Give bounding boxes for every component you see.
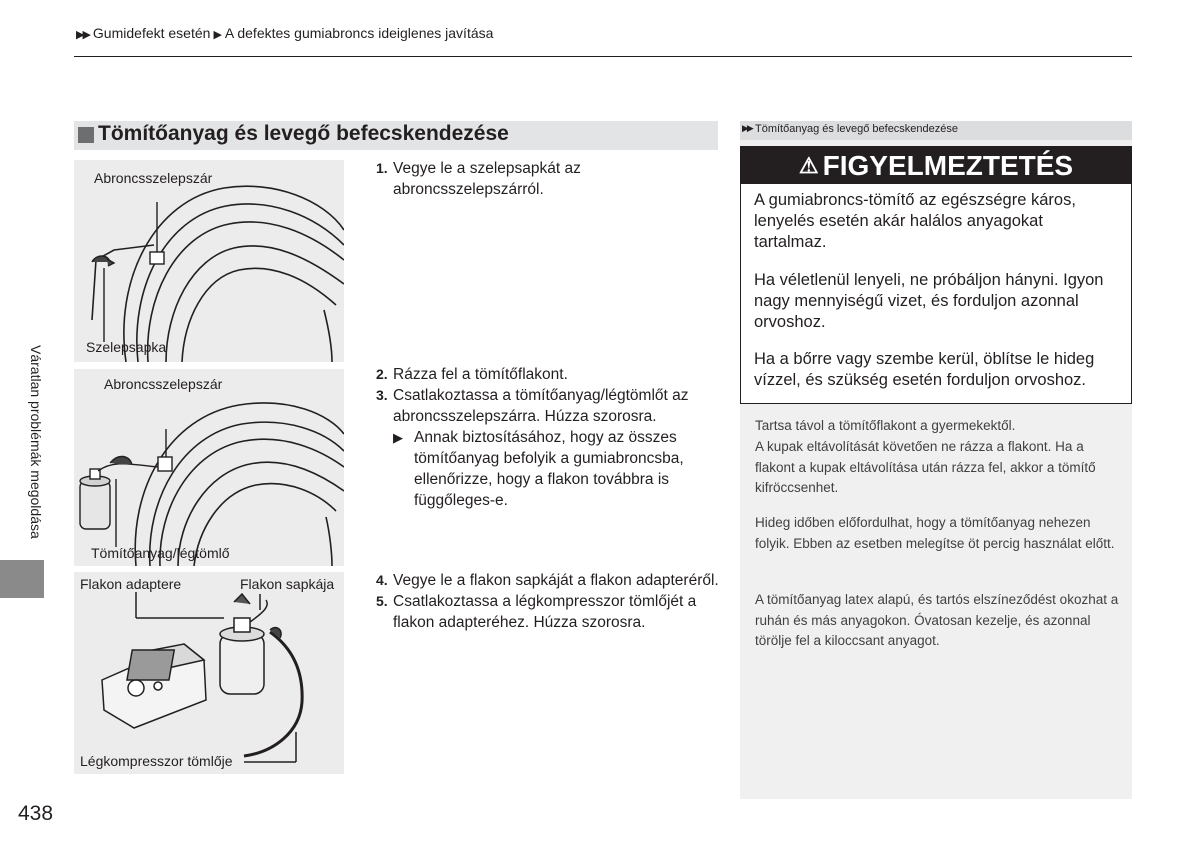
side-panel-header [740, 121, 1132, 140]
figure-label-bottle-cap: Flakon sapkája [240, 576, 335, 592]
step-text: Rázza fel a tömítőflakont. [393, 366, 568, 383]
figure-sealant-hose [74, 369, 344, 566]
note-paragraph-4: A tömítőanyag latex alapú, és tartós elszíneződést okozhat a ruhán és más anyagokon. Óvatosan kezelje, és azonnal törölje fel a kiloccsant anyagot. [755, 592, 1119, 648]
step-number: 1. [376, 160, 388, 176]
figure-compressor [74, 572, 344, 774]
triangle-icon: ▶ [393, 430, 403, 445]
steps-group-3 [376, 570, 721, 633]
tire-illustration-2 [74, 369, 344, 566]
warning-title: FIGYELMEZTETÉS [822, 150, 1074, 181]
page-number: 438 [18, 802, 54, 825]
steps-group-1 [376, 158, 721, 200]
step-number: 4. [376, 572, 388, 588]
breadcrumb [76, 25, 493, 41]
section-heading-bar [74, 121, 718, 150]
double-triangle-icon: ▶▶ [76, 29, 89, 41]
breadcrumb-level-2: A defektes gumiabroncs ideiglenes javítása [224, 25, 494, 41]
chapter-tab-marker [0, 560, 44, 598]
step-1 [376, 158, 721, 200]
breadcrumb-level-1: Gumidefekt esetén [92, 25, 211, 41]
compressor-illustration [74, 572, 344, 774]
figure-label-sealant-hose: Tömítőanyag/légtömlő [91, 545, 230, 561]
figure-label-valve-stem: Abroncsszelepszár [94, 170, 213, 186]
warning-box [740, 146, 1132, 404]
figure-label-valve-cap: Szelepsapka [86, 339, 167, 355]
steps-group-2 [376, 364, 721, 511]
figure-label-bottle-adapter: Flakon adaptere [80, 576, 182, 592]
figure-valve-cap [74, 160, 344, 362]
step-text: Csatlakoztassa a légkompresszor tömlőjét a flakon adapteréhez. Húzza szorosra. [393, 593, 697, 631]
side-panel-header-text: Tömítőanyag és levegő befecskendezése [755, 123, 959, 135]
note-paragraph-1: Tartsa távol a tömítőflakont a gyermekektől. [755, 418, 1016, 433]
warning-paragraph-2: Ha véletlenül lenyeli, ne próbáljon hányni. Igyon nagy mennyiségű vizet, és forduljon azonnal orvoshoz. [754, 271, 1104, 331]
step-4 [376, 570, 721, 591]
step-3-subnote [393, 427, 721, 511]
step-number: 5. [376, 593, 388, 609]
warning-paragraph-3: Ha a bőrre vagy szembe kerül, öblítse le hideg vízzel, és szükség esetén forduljon orvoshoz. [754, 350, 1095, 389]
double-triangle-icon: ▶▶ [742, 123, 752, 133]
figure-label-valve-stem-2: Abroncsszelepszár [104, 376, 223, 392]
tire-illustration-1 [74, 160, 344, 362]
step-number: 2. [376, 366, 388, 382]
triangle-icon: ▶ [213, 29, 222, 41]
step-number: 3. [376, 387, 388, 403]
step-2 [376, 364, 721, 385]
step-5 [376, 591, 721, 633]
section-square-icon [78, 127, 94, 143]
header-divider [74, 56, 1132, 57]
step-text: Vegye le a flakon sapkáját a flakon adapteréről. [393, 572, 719, 589]
warning-triangle-icon: ⚠ [798, 153, 819, 178]
step-3 [376, 385, 721, 511]
figure-label-compressor-hose: Légkompresszor tömlője [80, 753, 233, 769]
warning-paragraph-1: A gumiabroncs-tömítő az egészségre káros, lenyelés esetén akár halálos anyagokat tartalmaz. [754, 191, 1076, 251]
section-title: Tömítőanyag és levegő befecskendezése [98, 122, 509, 145]
chapter-side-label: Váratlan problémák megoldása [28, 345, 44, 539]
step-text: Csatlakoztassa a tömítőanyag/légtömlőt az abroncsszelepszárra. Húzza szorosra. [393, 387, 689, 425]
warning-title-bar [741, 147, 1131, 184]
note-paragraph-2: A kupak eltávolítását követően ne rázza a flakont. Ha a flakont a kupak eltávolítása után rázza fel, akkor a tömítő kifröccsenhet. [755, 439, 1096, 495]
step-text: Vegye le a szelepsapkát az abroncsszelepszárról. [393, 160, 581, 198]
note-paragraph-3: Hideg időben előfordulhat, hogy a tömítőanyag nehezen folyik. Ebben az esetben melegítse öt percig használat előtt. [755, 515, 1115, 551]
subnote-text: Annak biztosításához, hogy az összes tömítőanyag befolyik a gumiabroncsba, ellenőrizze, hogy a flakon továbbra is függőleges-e. [414, 429, 684, 509]
